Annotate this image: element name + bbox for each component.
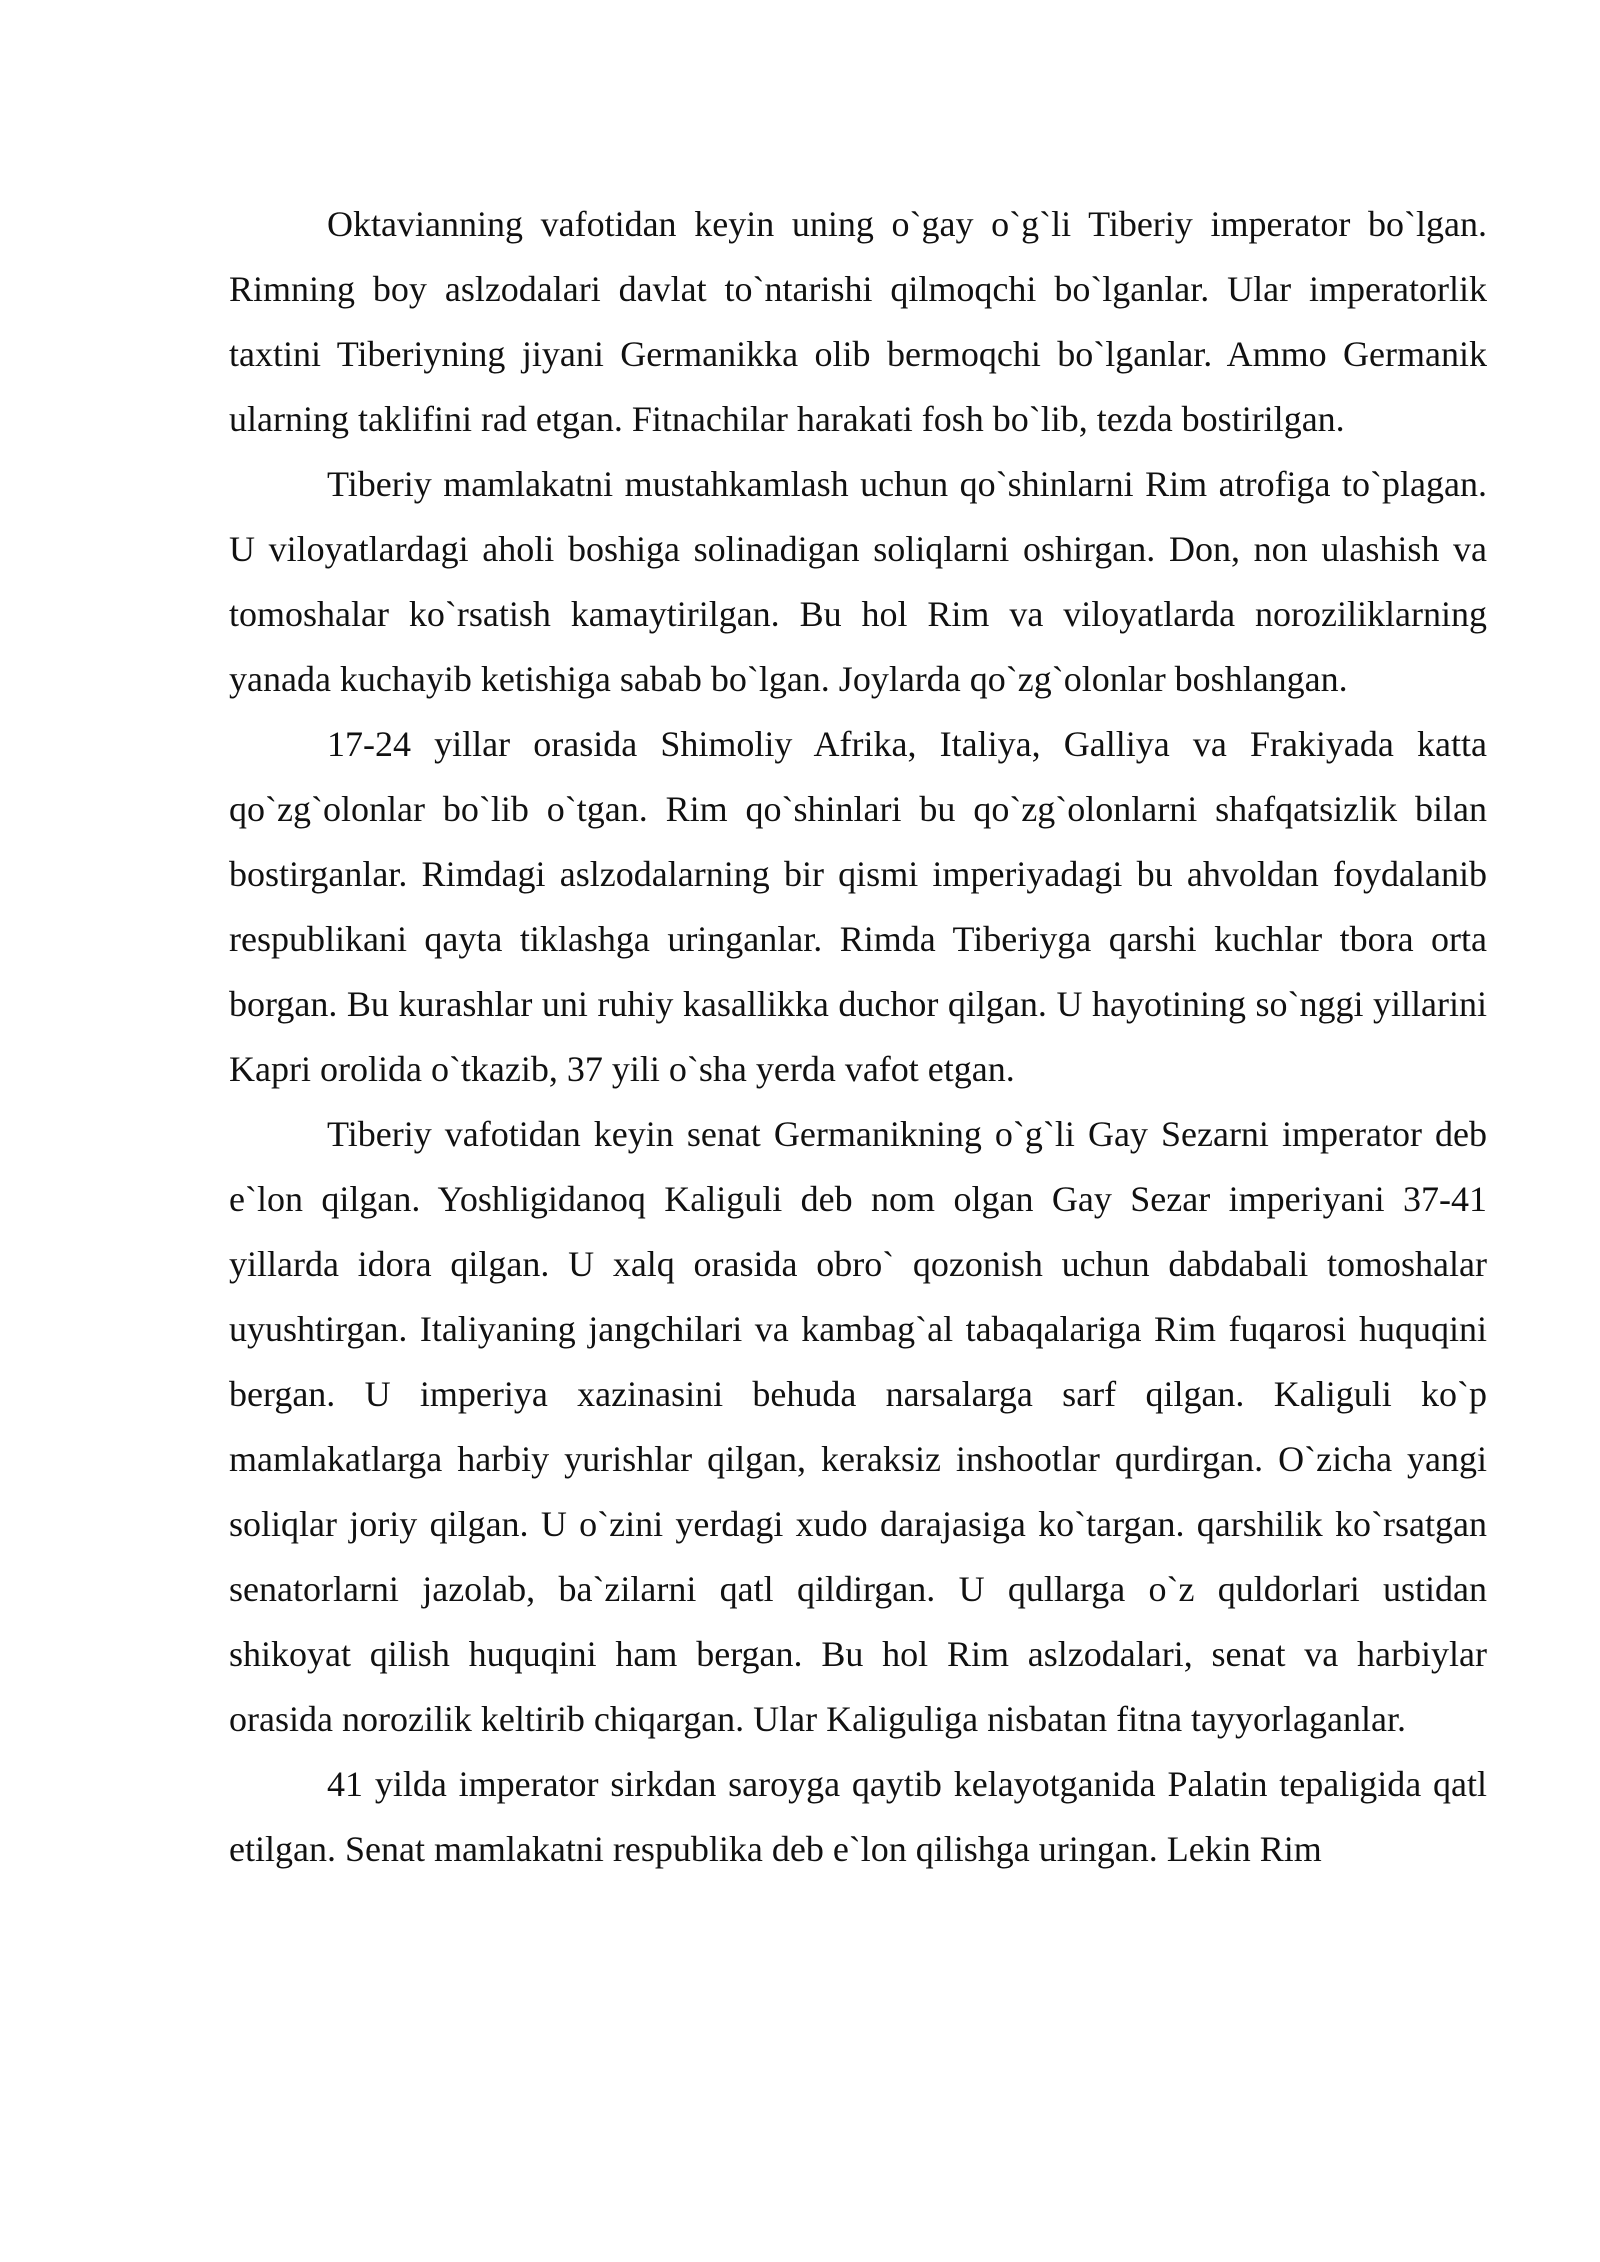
paragraph-tiberiy-accession: Oktavianning vafotidan keyin uning o`gay o`g`li Tiberiy imperator bo`lgan. Rimning boy aslzodalari davlat to`ntarishi qilmoqchi bo`lganlar. Ular imperatorlik taxtini Tiberiyning jiyani Germanikka olib bermoqchi bo`lganlar. Ammo Germanik ularning taklifini rad etgan. Fitnachilar harakati fosh bo`lib, tezda bostirilgan. xyxy=(229,204,1487,439)
paragraph-assassination: 41 yilda imperator sirkdan saroyga qaytib kelayotganida Palatin tepaligida qatl etilgan. Senat mamlakatni respublika deb e`lon qilishga uringan. Lekin Rim xyxy=(229,1764,1487,1869)
document-body xyxy=(229,192,1487,1882)
paragraph-uprisings: 17-24 yillar orasida Shimoliy Afrika, Italiya, Galliya va Frakiyada katta qo`zg`olonlar bo`lib o`tgan. Rim qo`shinlari bu qo`zg`olonlarni shafqatsizlik bilan bostirganlar. Rimdagi aslzodalarning bir qismi imperiyadagi bu ahvoldan foydalanib respublikani qayta tiklashga uringanlar. Rimda Tiberiyga qarshi kuchlar tbora orta borgan. Bu kurashlar uni ruhiy kasallikka duchor qilgan. U hayotining so`nggi yillarini Kapri orolida o`tkazib, 37 yili o`sha yerda vafot etgan. xyxy=(229,724,1487,1089)
paragraph-kaliguli: Tiberiy vafotidan keyin senat Germanikning o`g`li Gay Sezarni imperator deb e`lon qilgan. Yoshligidanoq Kaliguli deb nom olgan Gay Sezar imperiyani 37-41 yillarda idora qilgan. U xalq orasida obro` qozonish uchun dabdabali tomoshalar uyushtirgan. Italiyaning jangchilari va kambag`al tabaqalariga Rim fuqarosi huquqini bergan. U imperiya xazinasini behuda narsalarga sarf qilgan. Kaliguli ko`p mamlakatlarga harbiy yurishlar qilgan, keraksiz inshootlar qurdirgan. O`zicha yangi soliqlar joriy qilgan. U o`zini yerdagi xudo darajasiga ko`targan. qarshilik ko`rsatgan senatorlarni jazolab, ba`zilarni qatl qildirgan. U qullarga o`z quldorlari ustidan shikoyat qilish huquqini ham bergan. Bu hol Rim aslzodalari, senat va harbiylar orasida norozilik keltirib chiqargan. Ular Kaliguliga nisbatan fitna tayyorlaganlar. xyxy=(229,1114,1487,1739)
paragraph-tiberiy-policy: Tiberiy mamlakatni mustahkamlash uchun qo`shinlarni Rim atrofiga to`plagan. U viloyatlardagi aholi boshiga solinadigan soliqlarni oshirgan. Don, non ulashish va tomoshalar ko`rsatish kamaytirilgan. Bu hol Rim va viloyatlarda noroziliklarning yanada kuchayib ketishiga sabab bo`lgan. Joylarda qo`zg`olonlar boshlangan. xyxy=(229,464,1487,699)
